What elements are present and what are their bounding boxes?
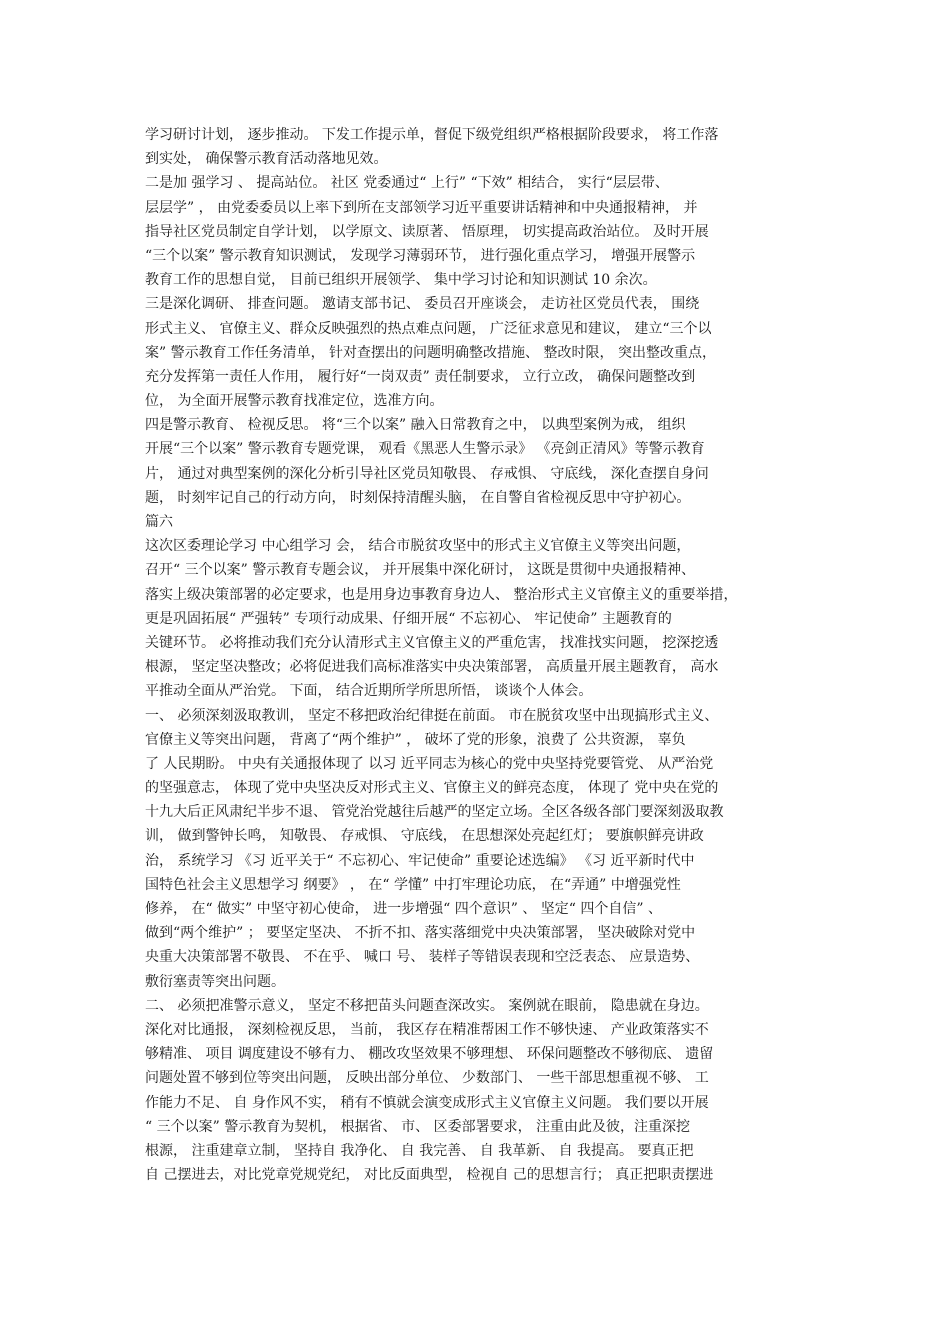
text-line: “ 三个以案” 警示教育为契机， 根据省、 市、 区委部署要求， 注重由此及彼，注重深挖: [145, 1118, 691, 1135]
text-line: 自 己摆进去，对比党章党规党纪， 对比反面典型， 检视自 己的思想言行； 真正把职责摆进: [145, 1167, 714, 1184]
text-line: 根源， 注重建章立制， 坚持自 我净化、 自 我完善、 自 我革新、 自 我提高。 要真正把: [145, 1142, 694, 1159]
text-line: 关键环节。 必将推动我们充分认清形式主义官僚主义的严重危害， 找准找实问题， 挖深挖透: [145, 634, 719, 651]
text-line: 二是加 强学习 、 提高站位。 社区 党委通过“ 上行” “下效” 相结合， 实行“层层带、: [145, 175, 669, 192]
text-line: 形式主义、 官僚主义、群众反映强烈的热点难点问题， 广泛征求意见和建议， 建立“三个以: [145, 320, 712, 337]
text-line: 了 人民期盼。 中央有关通报体现了 以习 近平同志为核心的党中央坚持党要管党、 从严治党: [145, 755, 714, 772]
text-line: 二、 必须把准警示意义， 坚定不移把苗头问题查深改实。 案例就在眼前， 隐患就在身边。: [145, 997, 709, 1014]
text-line: 官僚主义等突出问题， 背离了“两个维护” ， 破坏了党的形象，浪费了 公共资源， 辜负: [145, 731, 686, 748]
text-line: 深化对比通报， 深刻检视反思， 当前， 我区存在精准帮困工作不够快速、 产业政策落实不: [145, 1021, 709, 1038]
text-line: “三个以案” 警示教育知识测试， 发现学习薄弱环节， 进行强化重点学习， 增强开展警示: [145, 247, 696, 264]
text-line: 的坚强意志， 体现了党中央坚决反对形式主义、官僚主义的鲜亮态度， 体现了 党中央在党的: [145, 780, 719, 797]
text-line: 四是警示教育、 检视反思。 将“三个以案” 融入日常教育之中， 以典型案例为戒， 组织: [145, 417, 686, 434]
text-line: 片， 通过对典型案例的深化分析引导社区党员知敬畏、 存戒惧、 守底线， 深化查摆自身问: [145, 465, 709, 482]
text-line: 召开“ 三个以案” 警示教育专题会议， 并开展集中深化研讨， 这既是贯彻中央通报精神、: [145, 562, 696, 579]
text-line: 敷衍塞责等突出问题。: [145, 973, 285, 990]
text-line: 落实上级决策部署的必定要求，也是用身边事教育身边人、 整治形式主义官僚主义的重要举措，: [145, 586, 738, 603]
text-line: 指导社区党员制定自学计划， 以学原文、读原著、 悟原理， 切实提高政治站位。 及时开展: [145, 223, 709, 240]
document-body: [145, 123, 815, 1187]
text-line: 作能力不足、 自 身作风不实， 稍有不慎就会演变成形式主义官僚主义问题。 我们要以开展: [145, 1094, 709, 1111]
text-line: 篇六: [145, 514, 173, 530]
text-line: 案” 警示教育工作任务清单， 针对查摆出的问题明确整改措施、 整改时限， 突出整改重点，: [145, 344, 716, 361]
text-line: 充分发挥第一责任人作用， 履行好“一岗双责” 责任制要求， 立行立改， 确保问题整改到: [145, 368, 696, 385]
text-line: 修养， 在“ 做实” 中坚守初心使命， 进一步增强“ 四个意识” 、 坚定“ 四个自信” 、: [145, 901, 662, 917]
text-line: 开展“三个以案” 警示教育专题党课， 观看《黑恶人生警示录》 《亮剑正清风》等警示教育: [145, 441, 705, 458]
text-line: 训， 做到警钟长鸣， 知敬畏、 存戒惧、 守底线， 在思想深处亮起红灯； 要旗帜鲜亮讲政: [145, 828, 704, 845]
text-line: 一、 必须深刻汲取教训， 坚定不移把政治纪律挺在前面。 市在脱贫攻坚中出现搞形式主义、: [145, 707, 719, 724]
text-line: 题， 时刻牢记自己的行动方向， 时刻保持清醒头脑， 在自警自省检视反思中守护初心。: [145, 489, 691, 506]
text-line: 学习研讨计划， 逐步推动。 下发工作提示单，督促下级党组织严格根据阶段要求， 将工作落: [145, 127, 719, 143]
text-line: 治， 系统学习 《习 近平关于“ 不忘初心、牢记使命” 重要论述选编》 《习 近平新时代中: [145, 852, 695, 869]
text-line: 三是深化调研、 排查问题。 邀请支部书记、 委员召开座谈会， 走访社区党员代表， 围绕: [145, 296, 700, 313]
text-line: 层层学” ， 由党委委员以上率下到所在支部领学习近平重要讲话精神和中央通报精神， 并: [145, 199, 698, 216]
text-line: 教育工作的思想自觉， 目前已组织开展领学、 集中学习讨论和知识测试 10 余次。: [145, 272, 657, 289]
text-line: 这次区委理论学习 中心组学习 会， 结合市脱贫攻坚中的形式主义官僚主义等突出问题，: [145, 538, 691, 555]
text-line: 到实处， 确保警示教育活动落地见效。: [145, 151, 388, 168]
text-line: 平推动全面从严治党。 下面， 结合近期所学所思所悟， 谈谈个人体会。: [145, 683, 593, 700]
text-line: 国特色社会主义思想学习 纲要》 ， 在“ 学懂” 中打牢理论功底， 在“弄通” 中增强党性: [145, 876, 681, 893]
text-line: 位， 为全面开展警示教育找准定位，选准方向。: [145, 393, 444, 410]
text-line: 做到“两个维护” ； 要坚定坚决、 不折不扣、落实落细党中央决策部署， 坚决破除对党中: [145, 925, 696, 942]
text-line: 更是巩固拓展“ 严强转” 专项行动成果、仔细开展“ 不忘初心、 牢记使命” 主题教育的: [145, 610, 672, 627]
text-line: 够精准、 项目 调度建设不够有力、 棚改攻坚效果不够理想、 环保问题整改不够彻底、 遗留: [145, 1046, 714, 1063]
text-line: 央重大决策部署不敬畏、 不在乎、 喊口 号、 装样子等错误表现和空泛表态、 应景造势、: [145, 949, 700, 966]
text-line: 问题处置不够到位等突出问题， 反映出部分单位、 少数部门、 一些干部思想重视不够、 工: [145, 1070, 709, 1087]
text-line: 根源， 坚定坚决整改；必将促进我们高标准落实中央决策部署， 高质量开展主题教育， 高水: [145, 659, 719, 676]
text-line: 十九大后正风肃纪半步不退、 管党治党越往后越严的坚定立场。全区各级各部门要深刻汲取教: [145, 804, 724, 821]
